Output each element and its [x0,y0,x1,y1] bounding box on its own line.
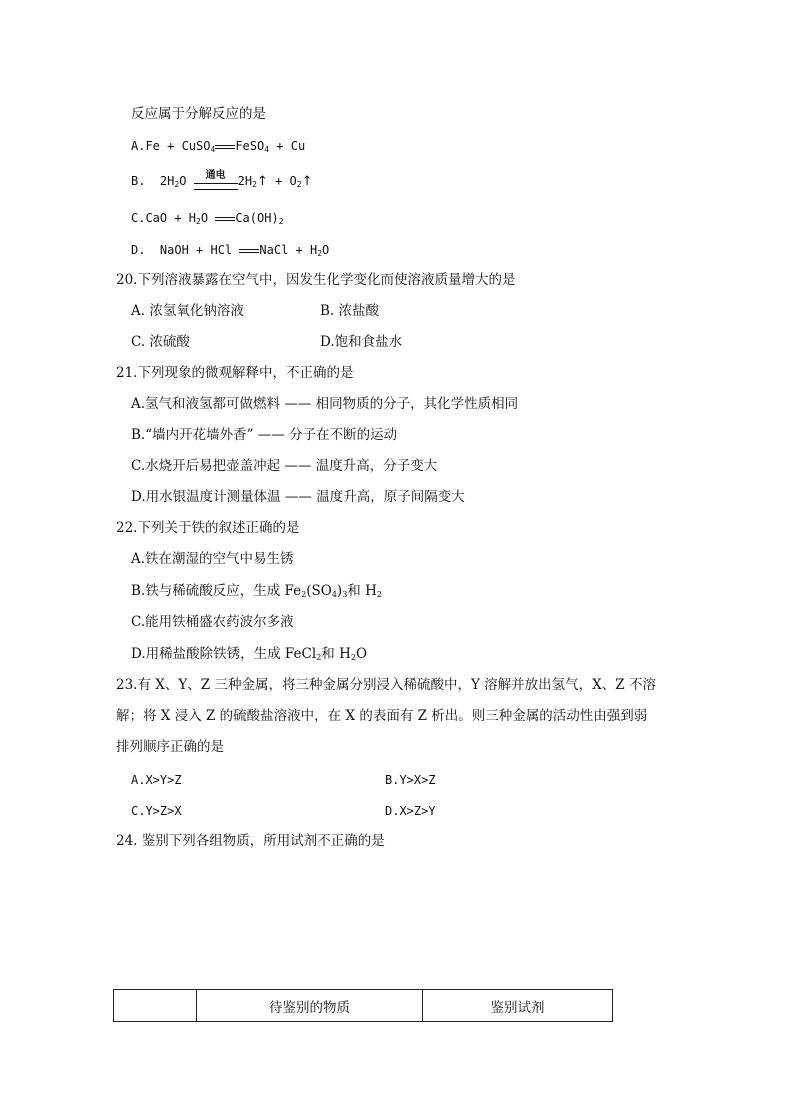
q19-b-rhs2-sub: 2 [296,180,302,189]
q19-b-mid: + O [267,174,297,188]
q19-option-c [131,209,284,231]
q19-c-rhs-sub: 2 [278,217,284,226]
table-header-cell: 鉴别试剂 [423,990,613,1022]
q22-option-b [131,582,382,604]
q20-option-c: C. 浓硫酸 [131,334,190,350]
q19-a-lhs-sub: 4 [210,145,216,154]
q19-option-d-label: D. [131,243,146,257]
q22-b-mid: (SO [306,583,332,599]
q22-option-c: C.能用铁桶盛农药波尔多液 [131,614,294,630]
reaction-condition-equals-icon [194,169,238,191]
q19-option-a [131,137,305,159]
q22-b-s1: 2 [301,590,307,599]
q19-d-rhs: NaCl + H [259,243,318,257]
q19-b-rhs1: 2H [237,174,253,188]
q20-option-a: A. 浓氢氧化钠溶液 [131,303,244,319]
q19-b-condition: 通电 [205,169,226,181]
q19-a-rhs-sub: 4 [264,145,270,154]
q19-stem-tail: 反应属于分解反应的是 [131,106,266,122]
equals-sign-icon [215,142,235,152]
q19-c-rhs: Ca(OH) [235,211,279,225]
q22-option-d [131,645,367,667]
q19-option-a-label: A. [131,139,146,153]
q22-d-s1: 2 [316,653,322,662]
q19-d-lhs: NaOH + HCl [159,243,233,257]
q19-a-rhs-tail: + Cu [269,139,306,153]
q20-option-d: D.饱和食盐水 [320,334,403,350]
q19-b-rhs1-sub: 2 [252,180,257,189]
q21-option-d: D.用水银温度计测量体温 —— 温度升高，原子间隔变大 [131,489,465,505]
q19-a-lhs: Fe + CuSO [145,139,211,153]
q22-d-tail: O [355,646,368,662]
q22-b-s3: 3 [342,590,348,599]
q22-option-a: A.铁在潮湿的空气中易生锈 [131,551,294,567]
q19-d-rhs-tail: O [322,243,330,257]
q22-stem: 22.下列关于铁的叙述正确的是 [116,520,300,536]
q20-option-b: B. 浓盐酸 [320,303,380,319]
table-header-cell: 待鉴别的物质 [197,990,423,1022]
q19-c-lhs: CaO + H [145,211,197,225]
equals-sign-icon [239,246,259,256]
q19-c-lhs-tail: O [200,211,209,225]
q23-option-a: A.X>Y>Z [131,773,182,787]
q19-option-c-label: C. [131,211,146,225]
q22-b-s4: 2 [376,590,382,599]
q21-option-a: A.氢气和液氢都可做燃料 —— 相同物质的分子，其化学性质相同 [131,396,519,412]
table-header-row [114,990,613,1022]
q19-b-lhs: 2H [159,174,175,188]
q21-option-c: C.水烧开后易把壶盖冲起 —— 温度升高，分子变大 [131,458,438,474]
q22-d-s2: 2 [350,653,356,662]
q19-d-rhs-sub: 2 [317,249,323,258]
q19-option-b-label: B. [131,174,146,188]
q22-b-pre: B.铁与稀硫酸反应，生成 Fe [131,583,302,599]
q22-b-post: 和 H [347,583,377,599]
q23-stem-line1: 23.有 X、Y、Z 三种金属，将三种金属分别浸入稀硫酸中，Y 溶解并放出氢气，X、Z 不溶 [116,677,656,693]
q19-b-lhs-sub: 2 [174,180,180,189]
q19-option-b [131,169,313,194]
table-header-cell [114,990,197,1022]
up-arrow-icon: ↑ [256,174,268,189]
q19-a-rhs: FeSO [235,139,265,153]
up-arrow-icon: ↑ [301,174,313,189]
q22-b-mid2: ) [336,583,343,599]
q23-stem-line3: 排列顺序正确的是 [116,739,224,755]
q19-b-lhs-tail: O [179,174,187,188]
q23-option-b: B.Y>X>Z [385,773,436,787]
equals-sign-icon [215,214,235,224]
q23-stem-line2: 解；将 X 浸入 Z 的硫酸盐溶液中，在 X 的表面有 Z 析出。则三种金属的活动性由强到弱 [116,708,648,724]
q24-table [113,989,613,1022]
q22-b-s2: 4 [331,590,337,599]
q21-stem: 21.下列现象的微观解释中，不正确的是 [116,365,354,381]
q19-c-lhs-sub: 2 [196,217,201,226]
q22-d-post: 和 H [321,646,351,662]
q20-stem: 20.下列溶液暴露在空气中，因发生化学变化而使溶液质量增大的是 [116,272,516,288]
q21-option-b: B.“墙内开花墙外香” —— 分子在不断的运动 [131,427,398,443]
q24-stem: 24. 鉴别下列各组物质，所用试剂不正确的是 [116,833,385,849]
q22-d-pre: D.用稀盐酸除铁锈，生成 FeCl [131,646,317,662]
q23-option-d: D.X>Z>Y [385,804,436,818]
q19-option-d [131,241,329,263]
q23-option-c: C.Y>Z>X [131,804,182,818]
